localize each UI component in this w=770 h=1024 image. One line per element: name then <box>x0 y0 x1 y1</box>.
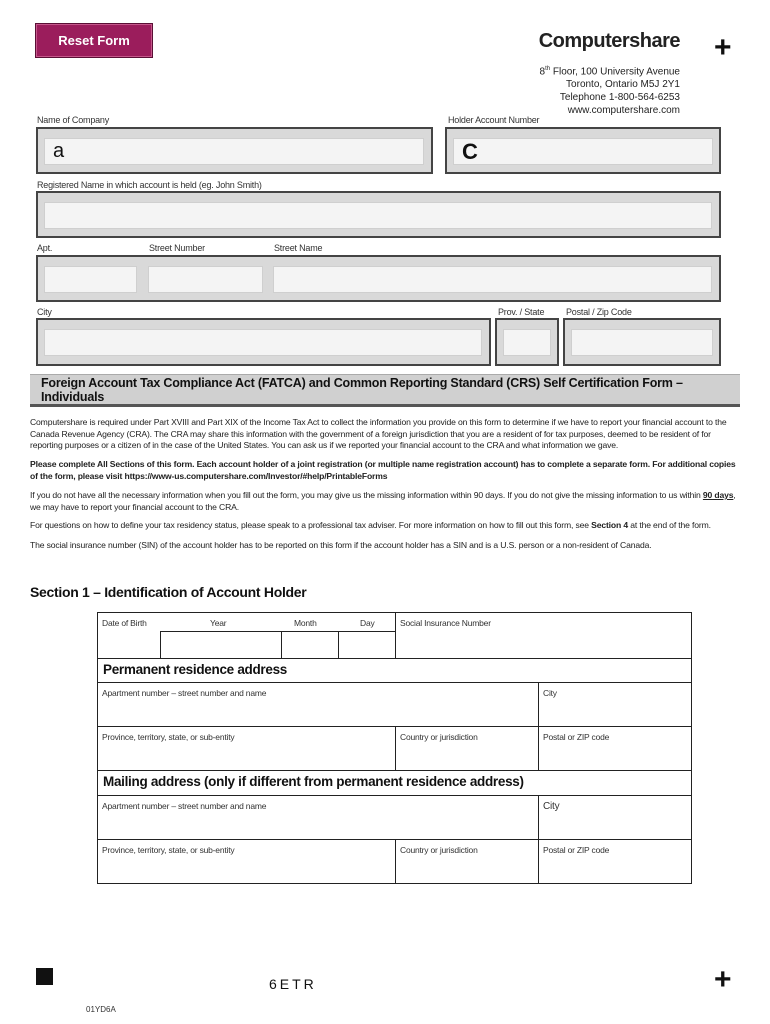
perm-city-label: City <box>543 688 557 698</box>
address-floor-suffix: th <box>545 66 551 72</box>
dob-divider-3 <box>338 631 339 659</box>
month-label: Month <box>294 618 317 628</box>
year-label: Year <box>210 618 227 628</box>
mail-province-label: Province, territory, state, or sub-entity <box>102 845 235 855</box>
instructions-paragraph: Please complete All Sections of this form. Each account holder of a joint registration (or multiple name registration account) has to complete a separate form. For additional copies of the form, please visit https://www-us.computershare.com/Investor/#help/PrintableForms <box>30 459 736 481</box>
section4-ref: Section 4 <box>591 520 628 530</box>
street-name-label: Street Name <box>274 243 323 253</box>
mail-city-cell[interactable] <box>538 795 692 840</box>
perm-country-label: Country or jurisdiction <box>400 732 478 742</box>
address-website: www.computershare.com <box>567 105 680 117</box>
perm-street-label: Apartment number – street number and name <box>102 688 267 698</box>
registration-mark-icon: + <box>714 31 732 64</box>
perm-province-cell[interactable] <box>97 726 396 771</box>
mail-postal-cell[interactable] <box>538 839 692 884</box>
perm-postal-label: Postal or ZIP code <box>543 732 610 742</box>
postal-frame <box>563 318 721 366</box>
ninety-days: 90 days <box>702 490 734 500</box>
company-field-frame <box>36 127 433 174</box>
address-street: Floor, 100 University Avenue <box>550 66 680 78</box>
dob-divider-2 <box>281 631 282 659</box>
company-label: Name of Company <box>37 115 110 125</box>
address-floor-number: 8 <box>539 66 546 78</box>
registration-square <box>36 968 53 985</box>
perm-street-cell[interactable] <box>97 682 539 727</box>
form-id: 01YD6A <box>86 1005 116 1014</box>
city-input[interactable] <box>44 329 482 356</box>
street-number-input[interactable] <box>148 266 263 293</box>
dob-cell <box>97 612 396 659</box>
mail-country-cell[interactable] <box>395 839 539 884</box>
street-number-label: Street Number <box>149 243 205 253</box>
perm-postal-cell[interactable] <box>538 726 692 771</box>
mail-country-label: Country or jurisdiction <box>400 845 478 855</box>
perm-city-cell[interactable] <box>538 682 692 727</box>
holder-account-input[interactable]: C <box>453 138 713 165</box>
mail-province-cell[interactable] <box>97 839 396 884</box>
apt-label: Apt. <box>37 243 53 253</box>
postal-zip-label: Postal / Zip Code <box>566 307 632 317</box>
missing-info-text-end: , we may have to report your financial account to the CRA. <box>30 490 736 512</box>
city-frame <box>36 318 491 366</box>
registered-name-label: Registered Name in which account is held (eg. John Smith) <box>37 180 262 190</box>
prov-frame <box>495 318 559 366</box>
permanent-address-heading <box>97 658 692 683</box>
identification-table <box>97 612 692 884</box>
registered-name-frame <box>36 191 721 238</box>
mailing-address-heading <box>97 770 692 796</box>
holder-account-label: Holder Account Number <box>448 115 540 125</box>
mail-city-label: City <box>543 801 560 812</box>
intro-paragraph: Computershare is required under Part XVIII and Part XIX of the Income Tax Act to collect the information you provide on this form to determine if we have to report your financial account to the Canada Revenue Agency (CRA). The CRA may share this information with the government of a foreign jurisdiction that you are a resident of for tax purposes, deemed to be resident of for reporting purposes or a citizen of in the case of the United States. You can ask us if we reported your financial account to the CRA and what information we gave. <box>30 417 727 450</box>
dob-divider-1 <box>160 631 161 659</box>
registered-name-input[interactable] <box>44 202 712 229</box>
form-title-banner: Foreign Account Tax Compliance Act (FATCA) and Common Reporting Standard (CRS) Self Certification Form – Individuals <box>30 374 740 407</box>
questions-text: For questions on how to define your tax residency status, please speak to a professional tax adviser. For more information on how to fill out this form, see <box>30 520 592 530</box>
missing-info-text: If you do not have all the necessary information when you fill out the form, you may give us the missing information within 90 days. If you do not give the missing information to us within <box>30 490 703 500</box>
section1-title: Section 1 – Identification of Account Holder <box>30 584 307 600</box>
mail-street-label: Apartment number – street number and name <box>102 801 267 811</box>
postal-zip-input[interactable] <box>571 329 713 356</box>
dob-line <box>160 631 396 632</box>
address-frame <box>36 255 721 302</box>
sin-label: Social Insurance Number <box>400 618 491 628</box>
reset-form-button[interactable]: Reset Form <box>35 23 153 58</box>
sin-paragraph: The social insurance number (SIN) of the account holder has to be reported on this form if the account holder has a SIN and is a U.S. person or a non-resident of Canada. <box>30 540 652 550</box>
mail-street-cell[interactable] <box>97 795 539 840</box>
perm-country-cell[interactable] <box>395 726 539 771</box>
sin-cell[interactable] <box>395 612 692 659</box>
prov-state-label: Prov. / State <box>498 307 545 317</box>
street-name-input[interactable] <box>273 266 712 293</box>
form-code: 6ETR <box>269 976 317 992</box>
permanent-address-title: Permanent residence address <box>103 662 287 677</box>
missing-info-paragraph <box>30 490 742 513</box>
address-city: Toronto, Ontario M5J 2Y1 <box>566 79 680 91</box>
mailing-address-title: Mailing address (only if different from permanent residence address) <box>103 774 524 789</box>
address-phone: Telephone 1-800-564-6253 <box>559 92 680 104</box>
questions-text-end: at the end of the form. <box>627 520 711 530</box>
mail-postal-label: Postal or ZIP code <box>543 845 610 855</box>
day-label: Day <box>360 618 375 628</box>
questions-paragraph <box>30 520 742 532</box>
prov-state-input[interactable] <box>503 329 551 356</box>
company-address <box>540 63 680 117</box>
registration-mark-icon-bottom: + <box>714 963 732 996</box>
dob-label: Date of Birth <box>102 618 147 628</box>
company-input[interactable]: a <box>44 138 424 165</box>
computershare-logo: Computershare <box>538 30 680 52</box>
holder-field-frame <box>445 127 721 174</box>
apt-input[interactable] <box>44 266 137 293</box>
city-label: City <box>37 307 52 317</box>
perm-province-label: Province, territory, state, or sub-entity <box>102 732 235 742</box>
